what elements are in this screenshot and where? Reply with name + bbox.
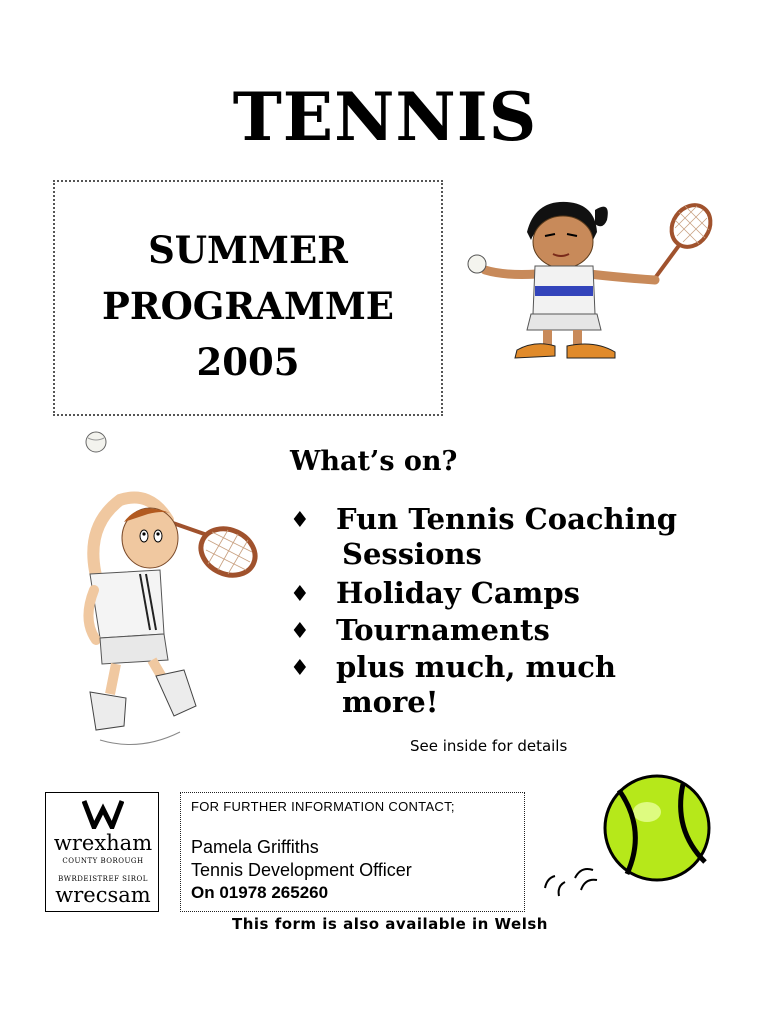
w-logo-icon bbox=[82, 799, 124, 829]
contact-heading: FOR FURTHER INFORMATION CONTACT; bbox=[191, 799, 455, 814]
diamond-bullet-icon: ♦ bbox=[290, 507, 310, 533]
contact-role: Tennis Development Officer bbox=[191, 860, 412, 880]
logo-bwrdeistref-sirol: BWRDEISTREF SIROL bbox=[58, 875, 148, 883]
list-item bbox=[290, 613, 550, 648]
racket-icon bbox=[170, 520, 263, 584]
see-inside-note: See inside for details bbox=[410, 737, 568, 755]
diamond-bullet-icon: ♦ bbox=[290, 618, 310, 644]
list-item-text-continued: Sessions bbox=[342, 537, 482, 571]
list-item-text: Holiday Camps bbox=[336, 576, 580, 610]
logo-wrecsam: wrecsam bbox=[55, 883, 151, 907]
list-item bbox=[290, 650, 616, 719]
racket-icon bbox=[655, 198, 718, 278]
list-item-text-continued: more! bbox=[342, 685, 439, 719]
list-item bbox=[290, 576, 580, 611]
logo-wrexham: wrexham bbox=[53, 831, 153, 855]
tennis-ball-icon bbox=[535, 770, 725, 900]
list-item-text: Fun Tennis Coaching bbox=[336, 502, 677, 536]
programme-line-3: 2005 bbox=[196, 340, 300, 384]
whats-on-heading: What’s on? bbox=[290, 446, 458, 477]
tennis-ball-small-icon bbox=[84, 430, 108, 454]
contact-box bbox=[180, 792, 525, 912]
list-item-text: Tournaments bbox=[336, 613, 550, 647]
diamond-bullet-icon: ♦ bbox=[290, 655, 310, 681]
diamond-bullet-icon: ♦ bbox=[290, 581, 310, 607]
girl-player-illustration bbox=[455, 190, 720, 370]
welsh-availability-note: This form is also available in Welsh bbox=[232, 915, 548, 933]
programme-line-1: SUMMER bbox=[148, 228, 348, 272]
boy-player-illustration bbox=[60, 470, 275, 755]
programme-heading bbox=[53, 222, 443, 390]
list-item bbox=[290, 502, 677, 571]
contact-phone: On 01978 265260 bbox=[191, 883, 329, 902]
list-item-text: plus much, much bbox=[336, 650, 617, 684]
programme-line-2: PROGRAMME bbox=[102, 284, 394, 328]
logo-county-borough: COUNTY BOROUGH bbox=[62, 857, 144, 865]
council-logo bbox=[45, 792, 159, 912]
page-title: TENNIS bbox=[232, 78, 538, 156]
contact-name: Pamela Griffiths bbox=[191, 837, 319, 857]
